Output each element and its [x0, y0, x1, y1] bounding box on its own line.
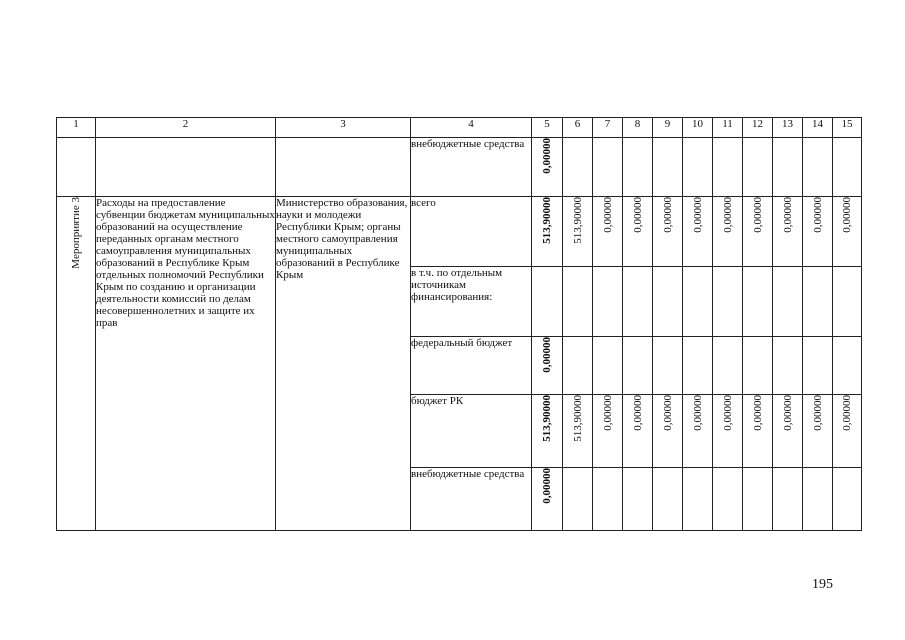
value-cell — [563, 267, 593, 337]
header-cell: 10 — [683, 118, 713, 138]
value-cell — [563, 468, 593, 531]
header-cell: 5 — [532, 118, 563, 138]
header-cell: 15 — [833, 118, 862, 138]
value-cell — [593, 267, 623, 337]
row-total — [57, 197, 862, 267]
value-text: 0,00000 — [541, 468, 553, 504]
header-cell: 2 — [96, 118, 276, 138]
value-cell — [743, 267, 773, 337]
measure-description: Расходы на предоставление субвенции бюджетам муниципальных образований на осуществление переданных органам местного самоуправления муниципальных образований в Республике Крым отдельных полномочий Республики Крым по созданию и организации деятельности комиссий по делам несовершеннолетних и защите их прав — [96, 197, 276, 531]
value-cell — [623, 337, 653, 395]
value-text: 0,00000 — [541, 337, 553, 373]
value-cell — [833, 337, 862, 395]
value-cell — [743, 395, 773, 468]
header-cell: 7 — [593, 118, 623, 138]
value-cell — [563, 337, 593, 395]
value-text: 0,00000 — [631, 395, 644, 431]
value-cell — [593, 138, 623, 197]
value-cell — [713, 267, 743, 337]
value-cell — [653, 395, 683, 468]
value-cell — [532, 197, 563, 267]
value-text: 0,00000 — [691, 197, 704, 233]
value-cell — [773, 337, 803, 395]
value-cell — [803, 267, 833, 337]
value-text: 0,00000 — [841, 395, 853, 431]
value-cell — [563, 395, 593, 468]
value-cell — [683, 197, 713, 267]
value-cell — [773, 468, 803, 531]
header-cell: 4 — [411, 118, 532, 138]
value-cell — [773, 138, 803, 197]
source-label: в т.ч. по отдельным источникам финансирования: — [411, 267, 532, 337]
source-label: бюджет РК — [411, 395, 532, 468]
value-cell — [623, 197, 653, 267]
value-cell — [623, 267, 653, 337]
source-label: федеральный бюджет — [411, 337, 532, 395]
value-cell — [532, 468, 563, 531]
value-cell — [683, 138, 713, 197]
value-cell — [773, 395, 803, 468]
value-cell — [833, 267, 862, 337]
value-cell — [833, 468, 862, 531]
source-label: всего — [411, 197, 532, 267]
value-cell — [833, 197, 862, 267]
value-text: 0,00000 — [811, 395, 824, 431]
value-cell — [803, 197, 833, 267]
empty-cell — [276, 138, 411, 197]
value-cell — [713, 337, 743, 395]
value-cell — [743, 337, 773, 395]
value-text: 0,00000 — [751, 197, 764, 233]
value-text: 0,00000 — [721, 197, 734, 233]
header-cell: 1 — [57, 118, 96, 138]
value-cell — [683, 337, 713, 395]
value-cell — [803, 138, 833, 197]
value-text: 0,00000 — [691, 395, 704, 431]
value-cell — [653, 138, 683, 197]
header-row — [57, 118, 862, 138]
value-cell — [563, 138, 593, 197]
value-cell — [593, 197, 623, 267]
value-cell — [593, 468, 623, 531]
top-offbudget-row — [57, 138, 862, 197]
value-cell — [833, 395, 862, 468]
value-text: 513,90000 — [571, 395, 584, 442]
value-text: 0,00000 — [811, 197, 824, 233]
value-text: 513,90000 — [571, 197, 584, 244]
value-text: 0,00000 — [541, 138, 553, 174]
value-text: 0,00000 — [781, 197, 794, 233]
value-cell — [713, 197, 743, 267]
measure-label: Мероприятие 3 — [70, 197, 82, 269]
value-cell — [713, 138, 743, 197]
value-text: 0,00000 — [661, 197, 674, 233]
value-cell — [593, 337, 623, 395]
header-cell: 8 — [623, 118, 653, 138]
value-cell — [563, 197, 593, 267]
value-cell — [743, 468, 773, 531]
source-label: внебюджетные средства — [411, 138, 532, 197]
value-text: 0,00000 — [751, 395, 764, 431]
value-cell — [653, 267, 683, 337]
budget-table — [56, 117, 862, 531]
value-cell — [683, 468, 713, 531]
value-cell — [653, 468, 683, 531]
value-cell — [803, 337, 833, 395]
value-text: 0,00000 — [601, 197, 614, 233]
value-text: 0,00000 — [661, 395, 674, 431]
source-label: внебюджетные средства — [411, 468, 532, 531]
value-cell — [833, 138, 862, 197]
value-cell — [532, 138, 563, 197]
value-cell — [683, 267, 713, 337]
empty-cell — [96, 138, 276, 197]
header-cell: 6 — [563, 118, 593, 138]
measure-label-cell — [57, 197, 96, 531]
empty-cell — [57, 138, 96, 197]
value-cell — [593, 395, 623, 468]
header-cell: 13 — [773, 118, 803, 138]
value-text: 513,90000 — [541, 395, 553, 442]
measure-executor: Министерство образования, науки и молодежи Республики Крым; органы местного самоуправления муниципальных образований в Республике Крым — [276, 197, 411, 531]
value-cell — [743, 197, 773, 267]
header-cell: 3 — [276, 118, 411, 138]
value-cell — [623, 138, 653, 197]
header-cell: 14 — [803, 118, 833, 138]
value-cell — [743, 138, 773, 197]
value-cell — [623, 468, 653, 531]
value-cell — [653, 197, 683, 267]
value-text: 513,90000 — [541, 197, 553, 244]
value-cell — [532, 337, 563, 395]
value-cell — [803, 468, 833, 531]
header-cell: 12 — [743, 118, 773, 138]
value-cell — [773, 197, 803, 267]
value-text: 0,00000 — [781, 395, 794, 431]
value-cell — [623, 395, 653, 468]
header-cell: 9 — [653, 118, 683, 138]
value-text: 0,00000 — [631, 197, 644, 233]
value-cell — [713, 468, 743, 531]
value-text: 0,00000 — [841, 197, 853, 233]
value-cell — [773, 267, 803, 337]
value-cell — [803, 395, 833, 468]
value-cell — [532, 267, 563, 337]
header-cell: 11 — [713, 118, 743, 138]
value-text: 0,00000 — [601, 395, 614, 431]
value-text: 0,00000 — [721, 395, 734, 431]
page-number: 195 — [812, 577, 833, 592]
value-cell — [713, 395, 743, 468]
value-cell — [653, 337, 683, 395]
value-cell — [532, 395, 563, 468]
value-cell — [683, 395, 713, 468]
